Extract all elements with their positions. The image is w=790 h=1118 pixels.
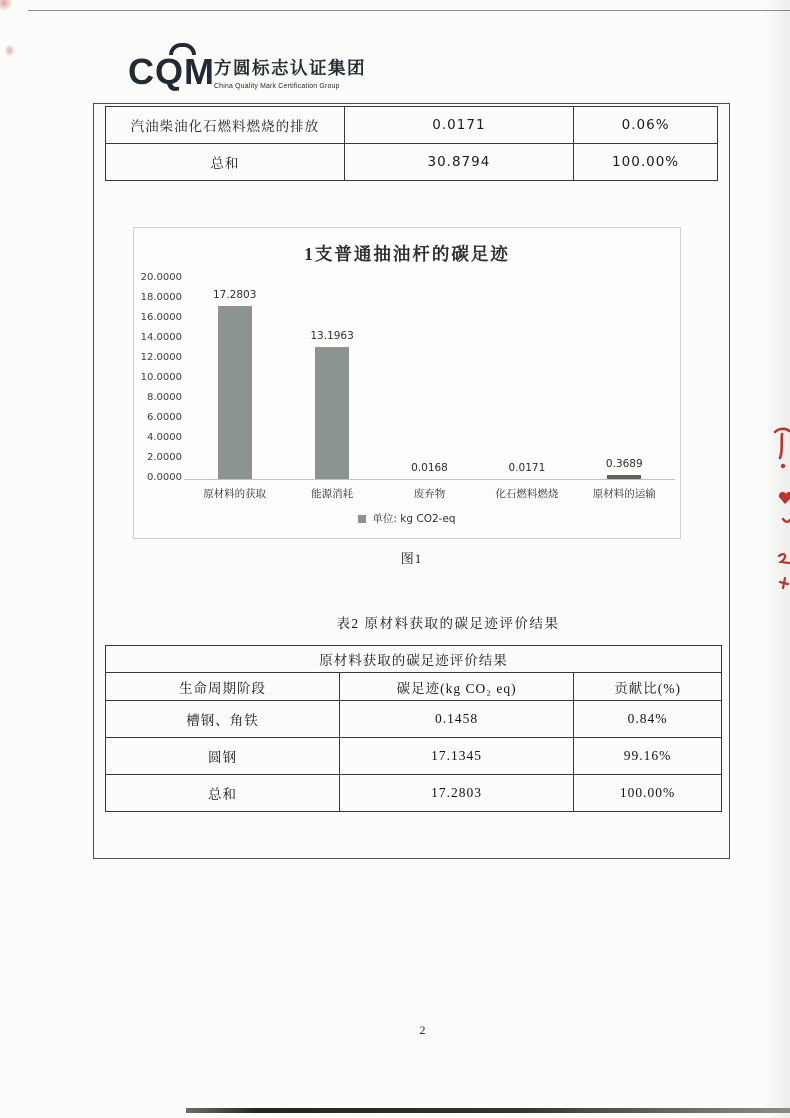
table-row bbox=[106, 775, 722, 812]
red-ink-mark bbox=[770, 427, 790, 473]
chart-legend bbox=[134, 511, 680, 526]
row-value-cell: 30.8794 bbox=[344, 144, 574, 181]
bar-value-label: 0.3689 bbox=[605, 458, 643, 471]
legend-label: 单位: kg CO2-eq bbox=[372, 513, 456, 525]
y-axis-tick-label: 2.0000 bbox=[147, 452, 182, 463]
legend-swatch-icon bbox=[358, 515, 366, 523]
bar-value-label: 17.2803 bbox=[212, 289, 257, 302]
y-axis-tick-label: 8.0000 bbox=[147, 392, 182, 403]
category-label: 原材料的获取 bbox=[203, 488, 267, 500]
table-header-row bbox=[106, 673, 722, 701]
bar bbox=[315, 347, 349, 479]
column-header-cell: 碳足迹(kg CO₂ eq) bbox=[340, 673, 574, 701]
row-label-cell: 圆钢 bbox=[106, 738, 340, 775]
category-label: 能源消耗 bbox=[311, 488, 354, 500]
bar bbox=[218, 306, 252, 479]
y-axis-tick-label: 10.0000 bbox=[140, 372, 182, 383]
row-value-cell: 17.1345 bbox=[340, 738, 574, 775]
table-merged-header-row bbox=[106, 646, 722, 673]
bar bbox=[607, 475, 641, 479]
row-label-cell: 汽油柴油化石燃料燃烧的排放 bbox=[106, 107, 345, 144]
bar-value-label: 0.0171 bbox=[508, 461, 546, 474]
row-value-cell: 100.00% bbox=[574, 144, 718, 181]
y-axis-tick-label: 14.0000 bbox=[140, 332, 182, 343]
top-rule-line bbox=[28, 10, 790, 11]
row-value-cell: 99.16% bbox=[574, 738, 722, 775]
bar-value-label: 0.0168 bbox=[411, 461, 448, 474]
logo-text bbox=[214, 55, 444, 90]
table-merged-header: 原材料获取的碳足迹评价结果 bbox=[106, 646, 722, 673]
table2-caption: 表2 原材料获取的碳足迹评价结果 bbox=[336, 616, 560, 631]
row-value-cell: 0.1458 bbox=[340, 701, 574, 738]
red-ink-mark bbox=[772, 488, 790, 530]
row-value-cell: 100.00% bbox=[574, 775, 722, 812]
table-row bbox=[106, 107, 718, 144]
table-row bbox=[106, 738, 722, 775]
emission-summary-table bbox=[105, 106, 718, 181]
logo-name-en: China Quality Mark Certification Group bbox=[214, 83, 340, 90]
logo-acronym: CQM bbox=[128, 51, 215, 92]
column-header-cell: 贡献比(%) bbox=[574, 673, 722, 701]
table-row bbox=[106, 144, 718, 181]
row-value-cell: 0.0171 bbox=[344, 107, 574, 144]
category-label: 化石燃料燃烧 bbox=[495, 488, 559, 500]
bar-value-label: 13.1963 bbox=[310, 330, 354, 343]
category-label: 废弃物 bbox=[413, 488, 446, 500]
raw-material-footprint-table bbox=[105, 645, 722, 812]
y-axis-tick-label: 6.0000 bbox=[147, 412, 182, 423]
row-value-cell: 0.84% bbox=[574, 701, 722, 738]
y-axis-tick-label: 16.0000 bbox=[140, 312, 182, 323]
figure-caption: 图1 bbox=[400, 551, 423, 566]
y-axis-tick-label: 4.0000 bbox=[147, 432, 182, 443]
row-label-cell: 总和 bbox=[106, 775, 340, 812]
page-number: 2 bbox=[419, 1023, 426, 1037]
table-row bbox=[106, 701, 722, 738]
row-label-cell: 槽钢、角铁 bbox=[106, 701, 340, 738]
logo-arc-icon bbox=[169, 43, 196, 55]
y-axis-tick-label: 0.0000 bbox=[147, 472, 182, 483]
red-ink-mark bbox=[774, 550, 790, 592]
column-header-cell: 生命周期阶段 bbox=[106, 673, 340, 701]
y-axis-tick-label: 20.0000 bbox=[140, 272, 182, 283]
red-smudge-artifact bbox=[0, 0, 13, 11]
row-value-cell: 0.06% bbox=[574, 107, 718, 144]
chart-title: 1支普通抽油杆的碳足迹 bbox=[304, 244, 510, 264]
cqm-logo bbox=[128, 51, 366, 98]
row-value-cell: 17.2803 bbox=[340, 775, 574, 812]
y-axis-tick-label: 12.0000 bbox=[140, 352, 182, 363]
carbon-footprint-chart bbox=[133, 227, 681, 539]
y-axis-tick-label: 18.0000 bbox=[140, 292, 182, 303]
x-axis-line bbox=[184, 479, 675, 480]
row-label-cell: 总和 bbox=[106, 144, 345, 181]
logo-name-zh: 方圆标志认证集团 bbox=[214, 58, 366, 78]
category-label: 原材料的运输 bbox=[592, 488, 656, 500]
scan-edge-bar bbox=[186, 1108, 790, 1113]
red-smudge-artifact bbox=[4, 44, 15, 57]
